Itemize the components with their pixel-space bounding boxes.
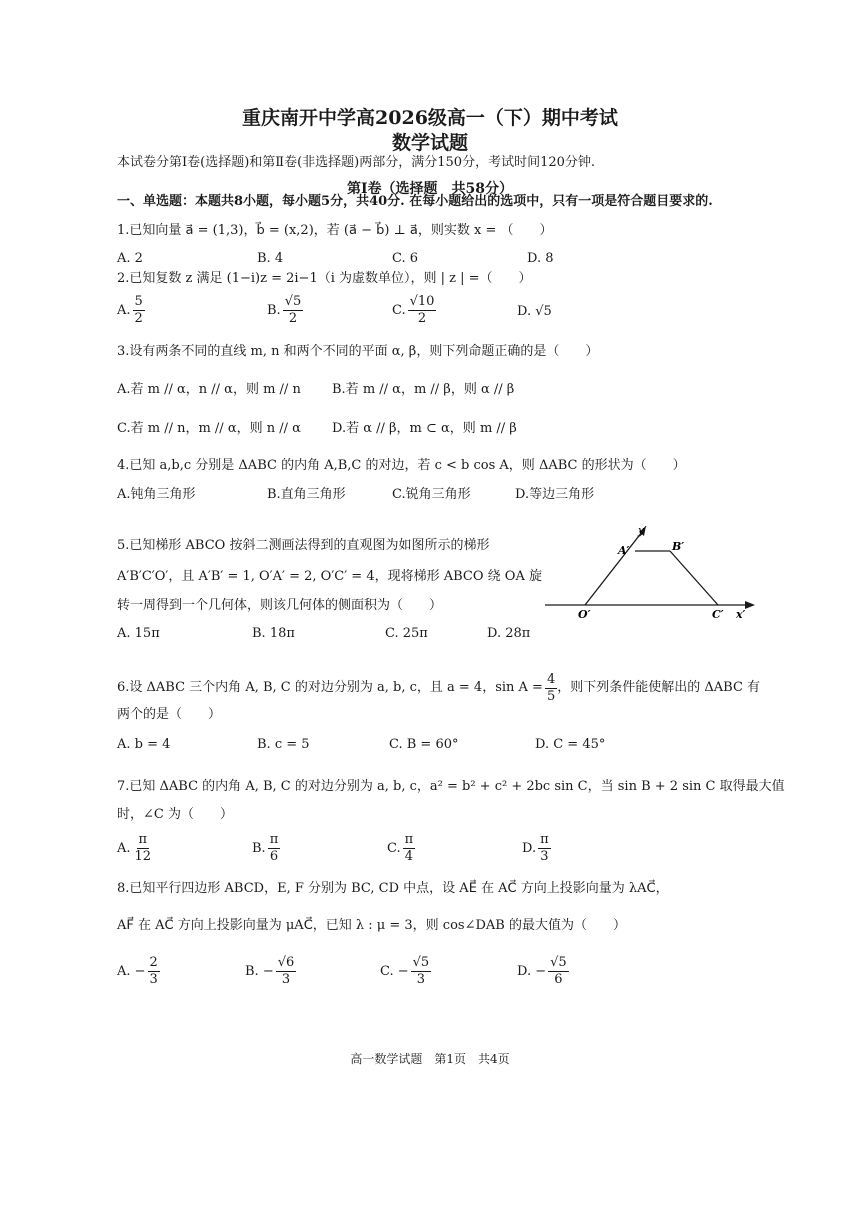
question-8-line-1: 8.已知平行四边形 ABCD，E, F 分别为 BC, CD 中点，设 AE⃗ 在 AC⃗ 方向上投影向量为 λAC⃗， [117, 881, 669, 896]
option-d: D. 28π [487, 626, 531, 641]
question-5-line-3: 转一周得到一个几何体，则该几何体的侧面积为（ ） [117, 598, 443, 613]
option-a: A. − $\frac{2}{3}$ [117, 955, 158, 987]
section-heading: 一、单选题：本题共8小题，每小题5分，共40分. 在每小题给出的选项中，只有一项是符合题目要求的. [117, 194, 713, 209]
y-axis [585, 532, 642, 605]
option-c: C. − $\frac{√5}{3}$ [380, 955, 430, 987]
edge-b-c [670, 551, 718, 605]
label-o-prime: O′ [578, 608, 591, 620]
trapezoid-figure [540, 520, 780, 620]
label-x-axis: x′ [736, 608, 746, 620]
exam-title: 重庆南开中学高2026级高一（下）期中考试 [242, 107, 618, 129]
question-7-line-2: 时，∠C 为（ ） [117, 807, 233, 822]
option-d: D. C = 45° [535, 737, 606, 752]
option-b: B. − $\frac{√6}{3}$ [245, 955, 295, 987]
option-b: B. 4 [257, 251, 284, 266]
question-5-line-2: A′B′C′O′，且 A′B′ = 1, O′A′ = 2, O′C′ = 4，现将梯形 ABCO 绕 OA 旋 [117, 569, 542, 584]
option-a: A.若 m // α，n // α，则 m // n [117, 382, 301, 397]
page-footer: 高一数学试题 第1页 共4页 [350, 1052, 510, 1066]
option-a: A.钝角三角形 [117, 487, 196, 502]
option-a: A. $\frac{\pi}{12}$ [117, 832, 152, 864]
question-7-line-1: 7.已知 ΔABC 的内角 A, B, C 的对边分别为 a, b, c，a² = b² + c² + 2bc sin C，当 sin B + 2 sin C 取得最大值 [117, 779, 785, 794]
option-a: A. $\frac{5}{2}$ [117, 294, 143, 326]
option-c: C.若 m // n，m // α，则 n // α [117, 421, 301, 436]
option-a: A. 15π [117, 626, 160, 641]
option-b: B. $\frac{\pi}{6}$ [252, 832, 279, 864]
option-a: A. b = 4 [117, 737, 171, 752]
label-c-prime: C′ [712, 608, 724, 620]
question-1-stem: 1.已知向量 a⃗ = (1,3)，b⃗ = (x,2)，若 (a⃗ − b⃗) ⊥ a⃗，则实数 x = （ ） [117, 223, 553, 238]
question-5-line-1: 5.已知梯形 ABCO 按斜二测画法得到的直观图为如图所示的梯形 [117, 538, 490, 553]
label-a-prime: A′ [618, 544, 630, 557]
option-c: C. 25π [385, 626, 428, 641]
question-3-stem: 3.设有两条不同的直线 m, n 和两个不同的平面 α, β，则下列命题正确的是（ ） [117, 344, 599, 359]
exam-instructions: 本试卷分第Ⅰ卷(选择题)和第Ⅱ卷(非选择题)两部分，满分150分，考试时间120分钟. [117, 155, 596, 170]
label-b-prime: B′ [672, 540, 685, 553]
question-8-line-2: AF⃗ 在 AC⃗ 方向上投影向量为 μAC⃗，已知 λ : μ = 3，则 cos∠DAB 的最大值为（ ） [117, 918, 626, 933]
x-axis-arrow [745, 601, 755, 609]
option-c: C. $\frac{\pi}{4}$ [387, 832, 414, 864]
option-b: B. $\frac{√5}{2}$ [267, 294, 302, 326]
option-a: A. 2 [117, 251, 143, 266]
option-d: D. √5 [517, 304, 552, 319]
volume-heading: 第Ⅰ卷（选择题 共58分） [346, 181, 514, 197]
option-d: D. $\frac{\pi}{3}$ [522, 832, 549, 864]
question-2-stem: 2.已知复数 z 满足 (1−i)z = 2i−1（i 为虚数单位），则 | z | =（ ） [117, 271, 532, 286]
option-c: C. B = 60° [389, 737, 459, 752]
option-c: C. $\frac{√10}{2}$ [392, 294, 435, 326]
question-4-stem: 4.已知 a,b,c 分别是 ΔABC 的内角 A,B,C 的对边，若 c < b cos A，则 ΔABC 的形状为（ ） [117, 458, 686, 473]
option-c: C.锐角三角形 [392, 487, 471, 502]
question-6-line-2: 两个的是（ ） [117, 707, 222, 722]
option-b: B. c = 5 [257, 737, 310, 752]
option-b: B.若 m // α，m // β，则 α // β [332, 382, 515, 397]
label-y-axis: y′ [638, 524, 647, 537]
option-d: D.若 α // β，m ⊂ α，则 m // β [332, 421, 517, 436]
option-d: D. − $\frac{√5}{6}$ [517, 955, 567, 987]
option-c: C. 6 [392, 251, 419, 266]
question-6-line-1: 6.设 ΔABC 三个内角 A, B, C 的对边分别为 a, b, c，且 a = 4，sin A = $\frac{4}{5}$ ，则下列条件能使解出的 ΔABC 有 [117, 671, 761, 704]
option-d: D.等边三角形 [515, 487, 595, 502]
option-b: B. 18π [252, 626, 295, 641]
option-d: D. 8 [527, 251, 554, 266]
exam-subtitle: 数学试题 [391, 132, 468, 154]
option-b: B.直角三角形 [267, 487, 346, 502]
